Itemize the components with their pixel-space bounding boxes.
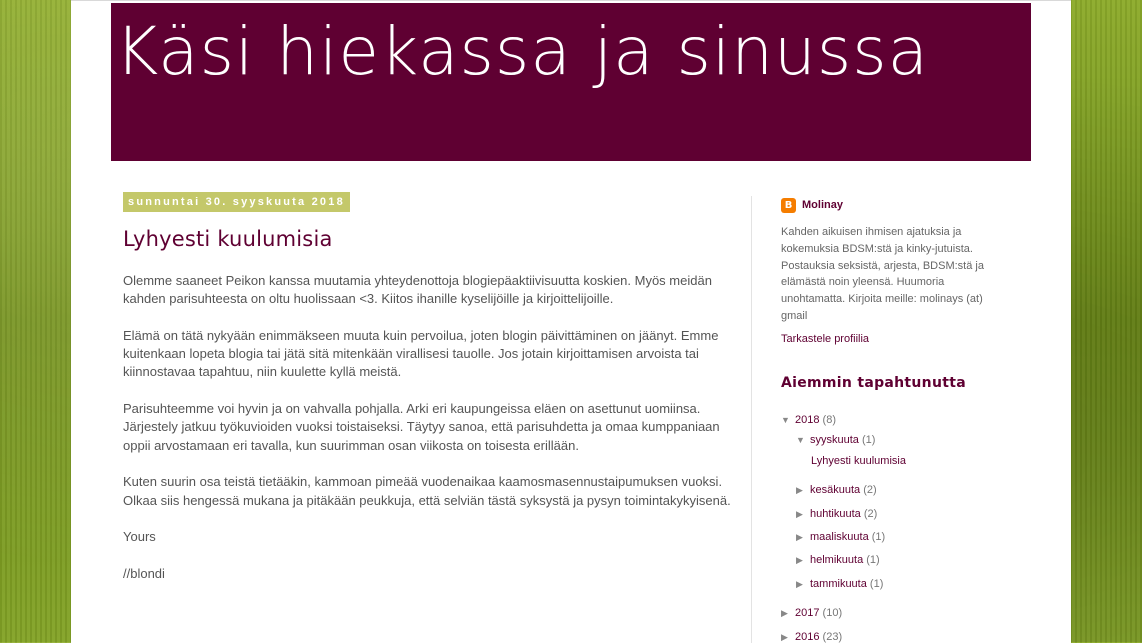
view-profile-link[interactable]: Tarkastele profiilia — [781, 332, 870, 345]
archive-post — [811, 455, 906, 467]
post-paragraph: Elämä on tätä nykyään enimmäkseen muuta kuin pervoilua, joten blogin päivittäminen on jäänyt. Emme kuitenkaan lopeta blogia tai jätä sitä mitenkään virallisesi tauolle. Jos jotain kirjoittamisen arvoista tai kiinnostavaa tapahtuu, niin kuulette kyllä meistä. — [123, 327, 719, 380]
triangle-right-icon[interactable]: ▶ — [796, 509, 803, 519]
profile-name-link[interactable]: Molinay — [802, 199, 843, 211]
archive-month-link[interactable]: tammikuuta — [810, 578, 867, 590]
archive-count: (23) — [822, 631, 843, 643]
post-author: //blondi — [123, 565, 165, 581]
triangle-right-icon[interactable]: ▶ — [796, 555, 803, 565]
archive-month-tammikuuta — [796, 578, 883, 590]
archive-month-syyskuuta — [796, 434, 875, 446]
archive-count: (10) — [822, 607, 843, 619]
archive-month-link[interactable]: syyskuuta — [810, 434, 859, 446]
archive-month-kesakuuta — [796, 484, 877, 496]
sidebar — [781, 197, 1011, 391]
archive-count: (8) — [822, 414, 836, 426]
blogger-icon — [781, 198, 796, 213]
post-paragraph: Kuten suurin osa teistä tietääkin, kammoan pimeää vuodenaikaa kaamosmasennustaipumuksen vuoksi. Olkaa siis hengessä mukana ja pitäkään peukkuja, että selviän tästä syksystä ja pysyn toimintakykyisenä. — [123, 474, 731, 508]
archive-month-link[interactable]: kesäkuuta — [810, 484, 861, 496]
triangle-down-icon[interactable]: ▼ — [781, 415, 790, 425]
blog-header — [111, 3, 1031, 161]
post-body — [123, 272, 733, 583]
triangle-right-icon[interactable]: ▶ — [796, 579, 803, 589]
triangle-down-icon[interactable]: ▼ — [796, 435, 805, 445]
post-title[interactable]: Lyhyesti kuulumisia — [123, 227, 333, 251]
blog-title[interactable]: Käsi hiekassa ja sinussa — [115, 13, 930, 90]
triangle-right-icon[interactable]: ▶ — [796, 485, 803, 495]
archive-count: (1) — [871, 531, 886, 543]
archive-count: (1) — [869, 578, 884, 590]
triangle-right-icon[interactable]: ▶ — [781, 632, 788, 642]
column-divider — [751, 196, 752, 643]
post-paragraph: Olemme saaneet Peikon kanssa muutamia yhteydenottoja blogiepäaktiivisuutta koskien. Myös meidän kahden parisuhteesta on oltu huolissaan <3. Kiitos ihanille kyselijöille ja kirjoittelijoille. — [123, 273, 712, 307]
archive-month-maaliskuuta — [796, 531, 885, 543]
archive-count: (2) — [863, 508, 878, 520]
profile-description: Kahden aikuisen ihmisen ajatuksia ja kokemuksia BDSM:stä ja kinky-jutuista. Postauksia seksistä, arjesta, BDSM:stä ja elämästä noin yleensä. Huumoria unohtamatta. Kirjoita meille: molinays (at) gmail — [781, 226, 984, 322]
archive-count: (2) — [863, 484, 877, 496]
archive-year-2018 — [781, 414, 836, 426]
main-column — [123, 192, 733, 601]
archive-month-link[interactable]: helmikuuta — [810, 554, 864, 566]
post-date: sunnuntai 30. syyskuuta 2018 — [123, 192, 350, 212]
profile-header — [781, 197, 1011, 213]
archive-year-2016 — [781, 631, 842, 643]
archive-month-link[interactable]: maaliskuuta — [810, 531, 869, 543]
archive-month-helmikuuta — [796, 554, 880, 566]
archive-year-2017 — [781, 607, 842, 619]
post-signoff: Yours — [123, 529, 156, 545]
page-container — [71, 0, 1071, 643]
archive-count: (1) — [866, 554, 880, 566]
archive-year-link[interactable]: 2016 — [795, 631, 820, 643]
post-paragraph: Parisuhteemme voi hyvin ja on vahvalla pohjalla. Arki eri kaupungeissa eläen on asettunut uomiinsa. Järjestely jatkuu työkuvioiden vuoksi toistaiseksi. Täytyy sanoa, että parisuhdetta ja omaa kumppaniaan oppii arvostamaan eri tavalla, kun suurimman osan viikosta on toisesta erillään. — [123, 401, 720, 453]
archive-count: (1) — [861, 434, 876, 446]
archive-year-link[interactable]: 2018 — [795, 414, 820, 426]
triangle-right-icon[interactable]: ▶ — [796, 532, 803, 542]
archive-month-link[interactable]: huhtikuuta — [810, 508, 861, 520]
archive-post-link[interactable]: Lyhyesti kuulumisia — [811, 455, 906, 467]
triangle-right-icon[interactable]: ▶ — [781, 608, 788, 618]
archive-month-huhtikuuta — [796, 508, 877, 520]
archive-year-link[interactable]: 2017 — [795, 607, 820, 619]
archive-title: Aiemmin tapahtunutta — [781, 374, 966, 391]
